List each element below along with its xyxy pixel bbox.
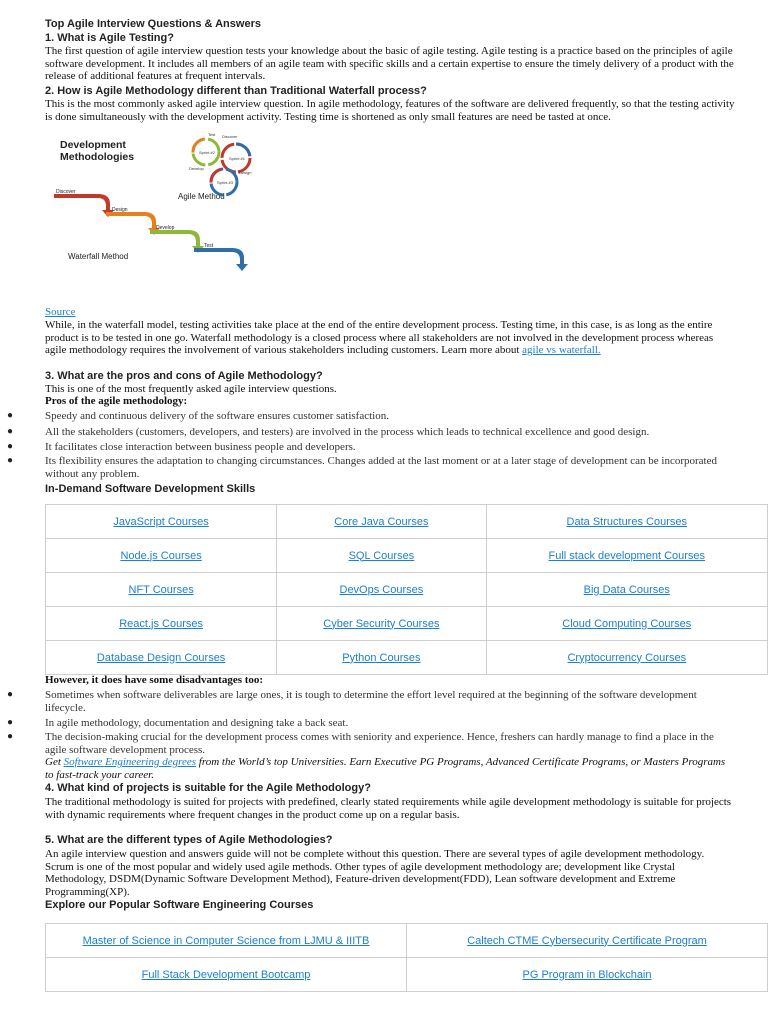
- bullet-icon: ●: [7, 455, 14, 466]
- skills-cell[interactable]: Full stack development Courses: [486, 539, 767, 573]
- source-link[interactable]: Source: [45, 306, 76, 318]
- sprint-label-1: Sprint #1: [229, 156, 246, 161]
- document-title: Top Agile Interview Questions & Answers: [45, 18, 261, 30]
- skills-cell[interactable]: Database Design Courses: [46, 641, 277, 675]
- cons-item: [7, 731, 735, 756]
- bullet-icon: ●: [7, 717, 14, 728]
- q1-heading: 1. What is Agile Testing?: [45, 32, 174, 44]
- skills-cell[interactable]: Cryptocurrency Courses: [486, 641, 767, 675]
- skills-cell[interactable]: Python Courses: [277, 641, 486, 675]
- skills-cell[interactable]: SQL Courses: [277, 539, 486, 573]
- bullet-icon: ●: [7, 689, 14, 700]
- q3-heading: 3. What are the pros and cons of Agile Methodology?: [45, 370, 323, 382]
- bullet-icon: ●: [7, 731, 14, 742]
- cons-item: [7, 717, 735, 730]
- pros-item: [7, 426, 735, 439]
- source-link-row: [45, 306, 735, 319]
- q4-body: The traditional methodology is suited for projects with predefined, clearly stated requirements while agile development methodology is suitable for projects with dynamic requirements where frequent changes in the product come up on a regular basis.: [45, 796, 732, 821]
- skills-cell[interactable]: Data Structures Courses: [486, 505, 767, 539]
- skills-heading: In-Demand Software Development Skills: [45, 483, 256, 495]
- q1-body: The first question of agile interview question tests your knowledge about the basic of agile testing. Agile testing is a practice based on the principles of agile software development. It includes all members of an agile team with specific skills and a certain expertise to ensure the timely delivery of a product with the release of additional features at frequent intervals.: [45, 45, 734, 82]
- sprint-cycle-2: [193, 139, 219, 165]
- q5-body: An agile interview question and answers guide will not be complete without this question. There are several types of agile development methodology. Scrum is one of the most popular and widely used agile methods. Other types of agile development methodology are; development like Crystal Methodology, DSDM(Dynamic Software Development Method), Feature-driven development(FDD), Lean software development and Extreme Programming(XP).: [45, 848, 705, 898]
- cons-item-text: Sometimes when software deliverables are large ones, it is tough to determine the effort level required at the beginning of the software development lifecycle.: [45, 689, 697, 714]
- q3-intro: This is one of the most frequently asked agile interview questions.: [45, 383, 337, 395]
- courses-table: [45, 923, 768, 992]
- diagram-title-line2: Methodologies: [60, 151, 135, 163]
- course-cell[interactable]: PG Program in Blockchain: [407, 958, 768, 992]
- skills-cell[interactable]: DevOps Courses: [277, 573, 486, 607]
- software-engineering-degrees-link[interactable]: Software Engineering degrees: [63, 756, 197, 768]
- pros-item: [7, 455, 735, 480]
- pros-heading: Pros of the agile methodology:: [45, 395, 188, 407]
- skills-cell[interactable]: Node.js Courses: [46, 539, 277, 573]
- pros-item-text: Its flexibility ensures the adaptation to changing circumstances. Changes added at the last moment or at a later stage of development can be incorporated without any problem.: [45, 455, 717, 480]
- course-cell[interactable]: Master of Science in Computer Science from LJMU & IIITB: [46, 924, 407, 958]
- q2-body: This is the most commonly asked agile interview question. In agile methodology, features of the software are delivered frequently, so that the testing activity is done simultaneously with the development activity. Testing time is shortened as only small features are need be tasted at once.: [45, 98, 735, 123]
- sprint-cycle-1: [222, 144, 250, 172]
- cons-item-text: In agile methodology, documentation and designing take a back seat.: [45, 717, 349, 729]
- bullet-icon: ●: [7, 441, 14, 452]
- skills-cell[interactable]: Big Data Courses: [486, 573, 767, 607]
- agile-vs-waterfall-link[interactable]: agile vs waterfall.: [522, 344, 601, 356]
- course-cell[interactable]: Caltech CTME Cybersecurity Certificate Program: [407, 924, 768, 958]
- wf-step-design: Design: [112, 207, 128, 213]
- skills-cell[interactable]: Cloud Computing Courses: [486, 607, 767, 641]
- methodology-diagram: [46, 130, 256, 280]
- agile-method-label: Agile Method: [178, 192, 225, 201]
- cons-item: [7, 689, 735, 714]
- sprint-step-test: Test: [208, 132, 216, 137]
- skills-cell[interactable]: NFT Courses: [46, 573, 277, 607]
- wf-step-develop: Develop: [156, 225, 175, 231]
- pros-item-text: It facilitates close interaction between business people and developers.: [45, 441, 356, 453]
- pros-item-text: All the stakeholders (customers, developers, and testers) are involved in the process which leads to technical excellence and good design.: [45, 426, 650, 438]
- courses-heading: Explore our Popular Software Engineering Courses: [45, 899, 314, 911]
- q4-heading: 4. What kind of projects is suitable for the Agile Methodology?: [45, 782, 371, 794]
- q5-heading: 5. What are the different types of Agile Methodologies?: [45, 834, 333, 846]
- sprint-step-design: Design: [239, 170, 252, 175]
- sprint-label-2: Sprint #2: [199, 150, 216, 155]
- sprint-step-discover: Discover: [222, 134, 238, 139]
- cons-item-text: The decision-making crucial for the development process comes with seniority and experience. Hence, freshers can hardly manage to find a place in the agile software development process.: [45, 731, 714, 756]
- diagram-title-line1: Development: [60, 139, 126, 151]
- course-cell[interactable]: Full Stack Development Bootcamp: [46, 958, 407, 992]
- bullet-icon: ●: [7, 410, 14, 421]
- waterfall-method-label: Waterfall Method: [68, 252, 129, 261]
- sprint-label-3: Sprint #3: [217, 180, 234, 185]
- skills-cell[interactable]: Core Java Courses: [277, 505, 486, 539]
- q2-heading: 2. How is Agile Methodology different than Traditional Waterfall process?: [45, 85, 427, 97]
- sprint-step-develop: Develop: [189, 166, 204, 171]
- wf-step-discover: Discover: [56, 189, 76, 195]
- cons-heading: However, it does have some disadvantages too:: [45, 674, 264, 686]
- skills-cell[interactable]: React.js Courses: [46, 607, 277, 641]
- promo-line: Get Software Engineering degrees from the World’s top Universities. Earn Executive PG Programs, Advanced Certificate Programs, or Masters Programs to fast-track your career.: [45, 756, 726, 781]
- pros-item: [7, 410, 735, 423]
- skills-table: [45, 504, 768, 675]
- q2-body2: [45, 319, 735, 357]
- pros-item: [7, 441, 735, 454]
- wf-step-test: Test: [204, 243, 214, 249]
- skills-cell[interactable]: Cyber Security Courses: [277, 607, 486, 641]
- bullet-icon: ●: [7, 426, 14, 437]
- skills-cell[interactable]: JavaScript Courses: [46, 505, 277, 539]
- pros-item-text: Speedy and continuous delivery of the software ensures customer satisfaction.: [45, 410, 389, 422]
- q2-body2-text: While, in the waterfall model, testing activities take place at the end of the entire development process. Testing time, in this case, is as long as the entire product is to be tested in one go. Waterfall methodology is a closed process where all stakeholders are not involved in the development process whereas agile methodology requires the involvement of various stakeholders including customers. Learn more about: [45, 319, 714, 356]
